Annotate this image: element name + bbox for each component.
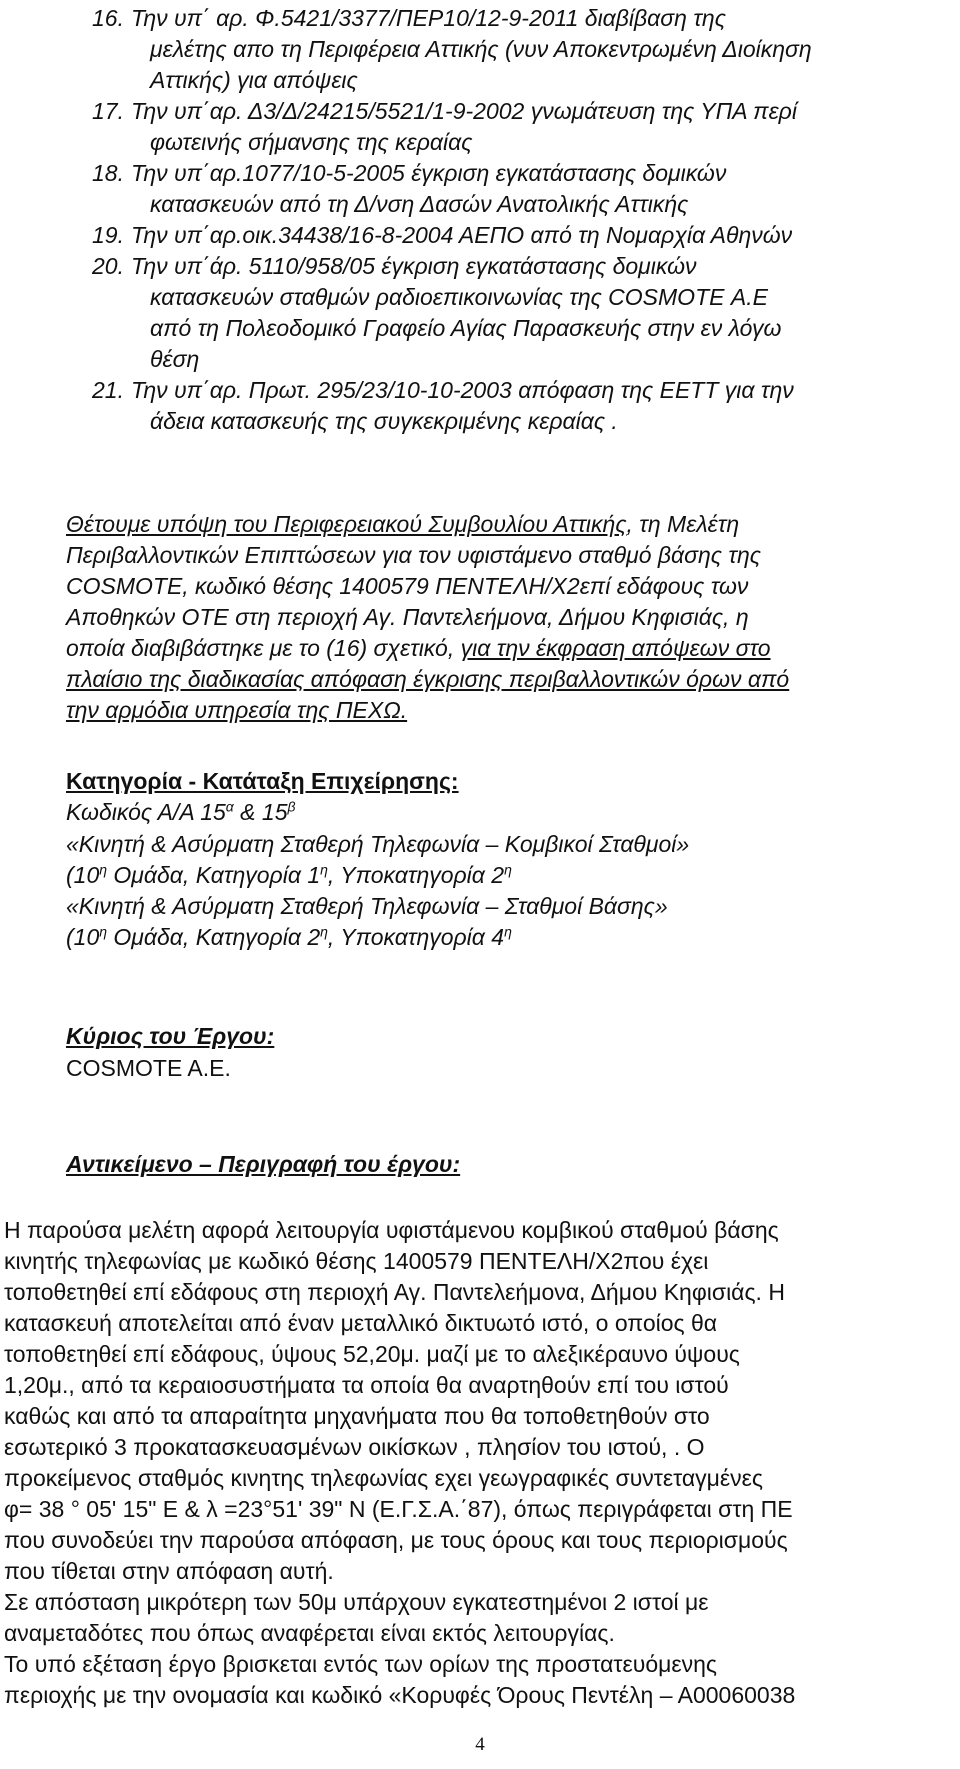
description-line-1: Η παρούσα μελέτη αφορά λειτουργία υφιστάμενου κομβικού σταθμού βάσης	[4, 1217, 779, 1243]
description-line-6: 1,20μ., από τα κεραιοσυστήματα τα οποία θα αναρτηθούν επί του ιστού	[4, 1372, 729, 1398]
category-sup-beta: β	[287, 798, 296, 815]
description-line-11: που συνοδεύει την παρούσα απόφαση, με τους όρους και τους περιορισμούς	[4, 1527, 788, 1553]
description-line-12: που τίθεται στην απόφαση αυτή.	[4, 1558, 334, 1584]
category-1-name: «Κινητή & Ασύρματη Σταθερή Τηλεφωνία – Κομβικοί Σταθμοί»	[66, 831, 690, 857]
description-line-5: τοποθετηθεί επί εδάφους, ύψους 52,20μ. μαζί με το αλεξικέραυνο ύψους	[4, 1341, 740, 1367]
list-item-20-line-1: Την υπ΄άρ. 5110/958/05 έγκριση εγκατάστασης δομικών	[131, 253, 697, 279]
opinion-line-4: Αποθηκών ΟΤΕ στη περιοχή Αγ. Παντελεήμονα, Δήμου Κηφισιάς, η	[66, 604, 749, 630]
category-2-sup-1: η	[99, 923, 108, 940]
list-item-20-line-3: από τη Πολεοδομικό Γραφείο Αγίας Παρασκευής στην εν λόγω	[150, 315, 782, 341]
page-number: 4	[475, 1734, 485, 1755]
description-heading: Αντικείμενο – Περιγραφή του έργου:	[66, 1151, 461, 1177]
category-code-amp: & 15	[233, 799, 288, 825]
opinion-line-5	[66, 633, 771, 663]
opinion-line-5-plain: οποία διαβιβάστηκε με το (16) σχετικό,	[66, 635, 461, 661]
description-line-15: Το υπό εξέταση έργο βρισκεται εντός των ορίων της προστατευόμενης	[4, 1651, 717, 1677]
list-number-17: 17.	[92, 98, 124, 124]
list-item-17-line-2: φωτεινής σήμανσης της κεραίας	[150, 129, 473, 155]
opinion-line-3: COSMOTE, κωδικό θέσης 1400579 ΠΕΝΤΕΛΗ/Χ2επί εδάφους των	[66, 573, 749, 599]
category-sup-alpha: α	[225, 798, 234, 815]
list-item-19-line-1: Την υπ΄αρ.οικ.34438/16-8-2004 ΑΕΠΟ από τη Νομαρχία Αθηνών	[131, 222, 793, 248]
list-item-20-line-2: κατασκευών σταθμών ραδιοεπικοινωνίας της COSMOTE Α.Ε	[150, 284, 768, 310]
category-1-subcategory: , Υποκατηγορία 2	[327, 862, 505, 888]
category-2-subcategory: , Υποκατηγορία 4	[327, 924, 505, 950]
opinion-line-6: πλαίσιο της διαδικασίας απόφαση έγκρισης περιβαλλοντικών όρων από	[66, 666, 790, 692]
opinion-line-2: Περιβαλλοντικών Επιπτώσεων για τον υφιστάμενο σταθμό βάσης της	[66, 542, 761, 568]
list-item-16-line-2: μελέτης απο τη Περιφέρεια Αττικής (νυν Αποκεντρωμένη Διοίκηση	[150, 36, 812, 62]
list-item-16-line-1: Την υπ΄ αρ. Φ.5421/3377/ΠΕΡ10/12-9-2011 διαβίβαση της	[131, 5, 726, 31]
description-line-9: προκείμενος σταθμός κινητης τηλεφωνίας εχει γεωγραφικές συντεταγμένες	[4, 1465, 764, 1491]
category-2-sup-3: η	[504, 923, 512, 940]
description-line-4: κατασκευή αποτελείται από έναν μεταλλικό δικτυωτό ιστό, ο οποίος θα	[4, 1310, 718, 1336]
description-line-10: φ= 38 ° 05' 15" Ε & λ =23°51' 39" Ν (Ε.Γ.Σ.Α.΄87), όπως περιγράφεται στη ΠΕ	[4, 1496, 793, 1522]
list-item-17-line-1: Την υπ΄αρ. Δ3/Δ/24215/5521/1-9-2002 γνωμάτευση της ΥΠΑ περί	[131, 98, 797, 124]
category-2-group-text: Ομάδα, Κατηγορία 2	[107, 924, 321, 950]
opinion-line-5-underlined: για την έκφραση απόψεων στο	[460, 635, 771, 661]
list-number-16: 16.	[92, 5, 124, 31]
list-number-19: 19.	[92, 222, 124, 248]
category-1-sup-1: η	[99, 861, 108, 878]
owner-name: COSMOTE A.E.	[66, 1055, 231, 1081]
owner-heading: Κύριος του Έργου:	[66, 1023, 275, 1049]
category-1-group-text: Ομάδα, Κατηγορία 1	[107, 862, 321, 888]
list-number-18: 18.	[92, 160, 124, 186]
list-number-21: 21.	[92, 377, 124, 403]
opinion-line-1	[66, 509, 739, 539]
list-item-18-line-2: κατασκευών από τη Δ/νση Δασών Ανατολικής Αττικής	[150, 191, 689, 217]
category-1-sup-2: η	[320, 861, 328, 878]
description-line-14: αναμεταδότες που όπως αναφέρεται είναι εκτός λειτουργίας.	[4, 1620, 615, 1646]
opinion-line-7: την αρμόδια υπηρεσία της ΠΕΧΩ.	[66, 697, 408, 723]
category-1-sup-3: η	[504, 861, 512, 878]
opinion-lead-underlined: Θέτουμε υπόψη του Περιφερειακού Συμβουλίου Αττικής	[66, 511, 627, 537]
description-line-13: Σε απόσταση μικρότερη των 50μ υπάρχουν εγκατεστημένοι 2 ιστοί με	[4, 1589, 709, 1615]
category-2-group-number: (10	[66, 924, 100, 950]
description-line-8: εσωτερικό 3 προκατασκευασμένων οικίσκων , πλησίον του ιστού, . Ο	[4, 1434, 705, 1460]
list-item-21-line-2: άδεια κατασκευής της συγκεκριμένης κεραίας .	[150, 408, 618, 434]
description-line-3: τοποθετηθεί επί εδάφους στη περιοχή Αγ. Παντελεήμονα, Δήμου Κηφισιάς. Η	[4, 1279, 785, 1305]
category-code-line	[66, 797, 296, 827]
list-item-16-line-3: Αττικής) για απόψεις	[150, 67, 358, 93]
list-number-20: 20.	[92, 253, 124, 279]
description-line-16: περιοχής με την ονομασία και κωδικό «Κορυφές Όρους Πεντέλη – Α00060038	[4, 1682, 796, 1708]
description-line-7: καθώς και από τα απαραίτητα μηχανήματα που θα τοποθετηθούν στο	[4, 1403, 710, 1429]
description-line-2: κινητής τηλεφωνίας με κωδικό θέσης 1400579 ΠΕΝΤΕΛΗ/Χ2που έχει	[4, 1248, 709, 1274]
category-2-detail	[66, 922, 512, 952]
category-code-prefix: Κωδικός Α/Α 15	[66, 799, 226, 825]
category-1-detail	[66, 860, 512, 890]
opinion-line-1-rest: , τη Μελέτη	[626, 511, 740, 537]
list-item-20-line-4: θέση	[150, 346, 200, 372]
category-2-name: «Κινητή & Ασύρματη Σταθερή Τηλεφωνία – Σταθμοί Βάσης»	[66, 893, 668, 919]
category-heading: Κατηγορία - Κατάταξη Επιχείρησης:	[66, 768, 459, 794]
category-1-group-number: (10	[66, 862, 100, 888]
list-item-18-line-1: Την υπ΄αρ.1077/10-5-2005 έγκριση εγκατάστασης δομικών	[131, 160, 727, 186]
list-item-21-line-1: Την υπ΄αρ. Πρωτ. 295/23/10-10-2003 απόφαση της ΕΕΤΤ για την	[131, 377, 794, 403]
category-2-sup-2: η	[320, 923, 328, 940]
